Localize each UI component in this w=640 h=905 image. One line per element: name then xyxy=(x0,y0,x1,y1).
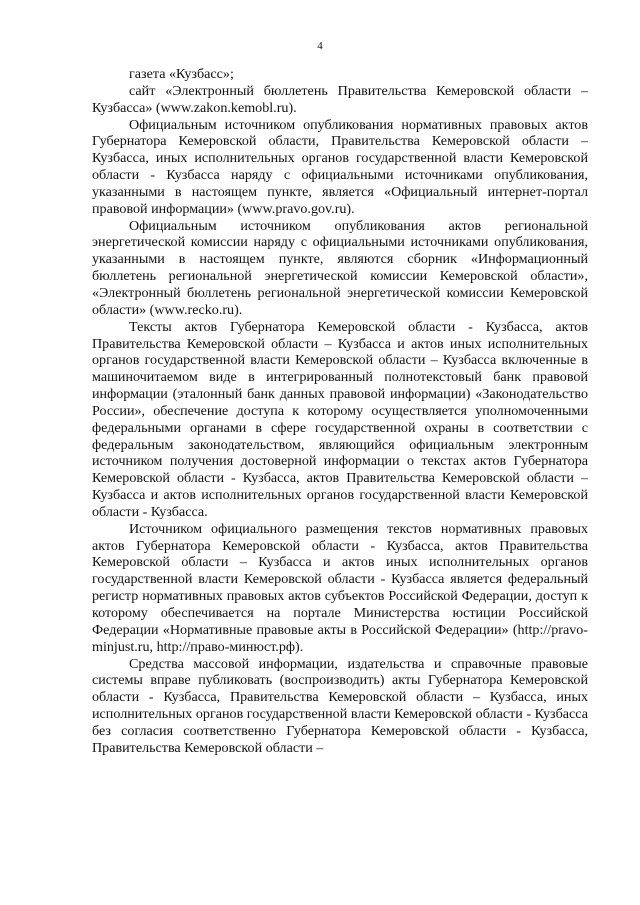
document-body xyxy=(92,66,588,757)
paragraph-newspaper: газета «Кузбасс»; xyxy=(129,66,234,82)
paragraph-legal-database: Тексты актов Губернатора Кемеровской области - Кузбасса, актов Правительства Кемеровской области – Кузбасса и актов иных исполнительных органов государственной власти Кемеровской области – Кузбасса включенные в машиночитаемом виде в интегрированный полнотекстовый банк правовой информации (эталонный банк данных правовой информации) «Законодательство России», обеспечение доступа к которому осуществляется уполномоченными федеральными органами в сфере государственной охраны в соответствии с федеральным законодательством, являющийся официальным электронным источником получения достоверной информации о текстах актов Губернатора Кемеровской области - Кузбасса, актов Правительства Кемеровской области – Кузбасса и актов исполнительных органов государственной власти Кемеровской области - Кузбасса. xyxy=(92,318,588,520)
paragraph-federal-register: Источником официального размещения текстов нормативных правовых актов Губернатора Кемеровской области - Кузбасса, актов Правительства Кемеровской области – Кузбасса и актов иных исполнительных органов государственной власти Кемеровской области - Кузбасса является федеральный регистр нормативных правовых актов субъектов Российской Федерации, доступ к которому обеспечивается на портале Министерства юстиции Российской Федерации «Нормативные правовые акты в Российской Федерации» (http://pravo-minjust.ru, http://право-минюст.рф). xyxy=(92,520,588,655)
paragraph-mass-media: Средства массовой информации, издательства и справочные правовые системы вправе публиковать (воспроизводить) акты Губернатора Кемеровской области - Кузбасса, Правительства Кемеровской области – Кузбасса, иных исполнительных органов государственной власти Кемеровской области - Кузбасса без согласия соответственно Губернатора Кемеровской области - Кузбасса, Правительства Кемеровской области – xyxy=(92,655,588,756)
page-number: 4 xyxy=(317,40,323,52)
paragraph-website: сайт «Электронный бюллетень Правительства Кемеровской области – Кузбасса» (www.zakon.kemobl.ru). xyxy=(92,82,588,116)
paragraph-energy-commission: Официальным источником опубликования актов региональной энергетической комиссии наряду с официальными источниками опубликования, указанными в настоящем пункте, являются сборник «Информационный бюллетень региональной энергетической комиссии Кемеровской области», «Электронный бюллетень региональной энергетической комиссии Кемеровской области» (www.recko.ru). xyxy=(92,217,588,318)
paragraph-official-source: Официальным источником опубликования нормативных правовых актов Губернатора Кемеровской области, Правительства Кемеровской области – Кузбасса, иных исполнительных органов государственной власти Кемеровской области - Кузбасса наряду с официальными источниками опубликования, указанными в настоящем пункте, является «Официальный интернет-портал правовой информации» (www.pravo.gov.ru). xyxy=(92,116,588,217)
